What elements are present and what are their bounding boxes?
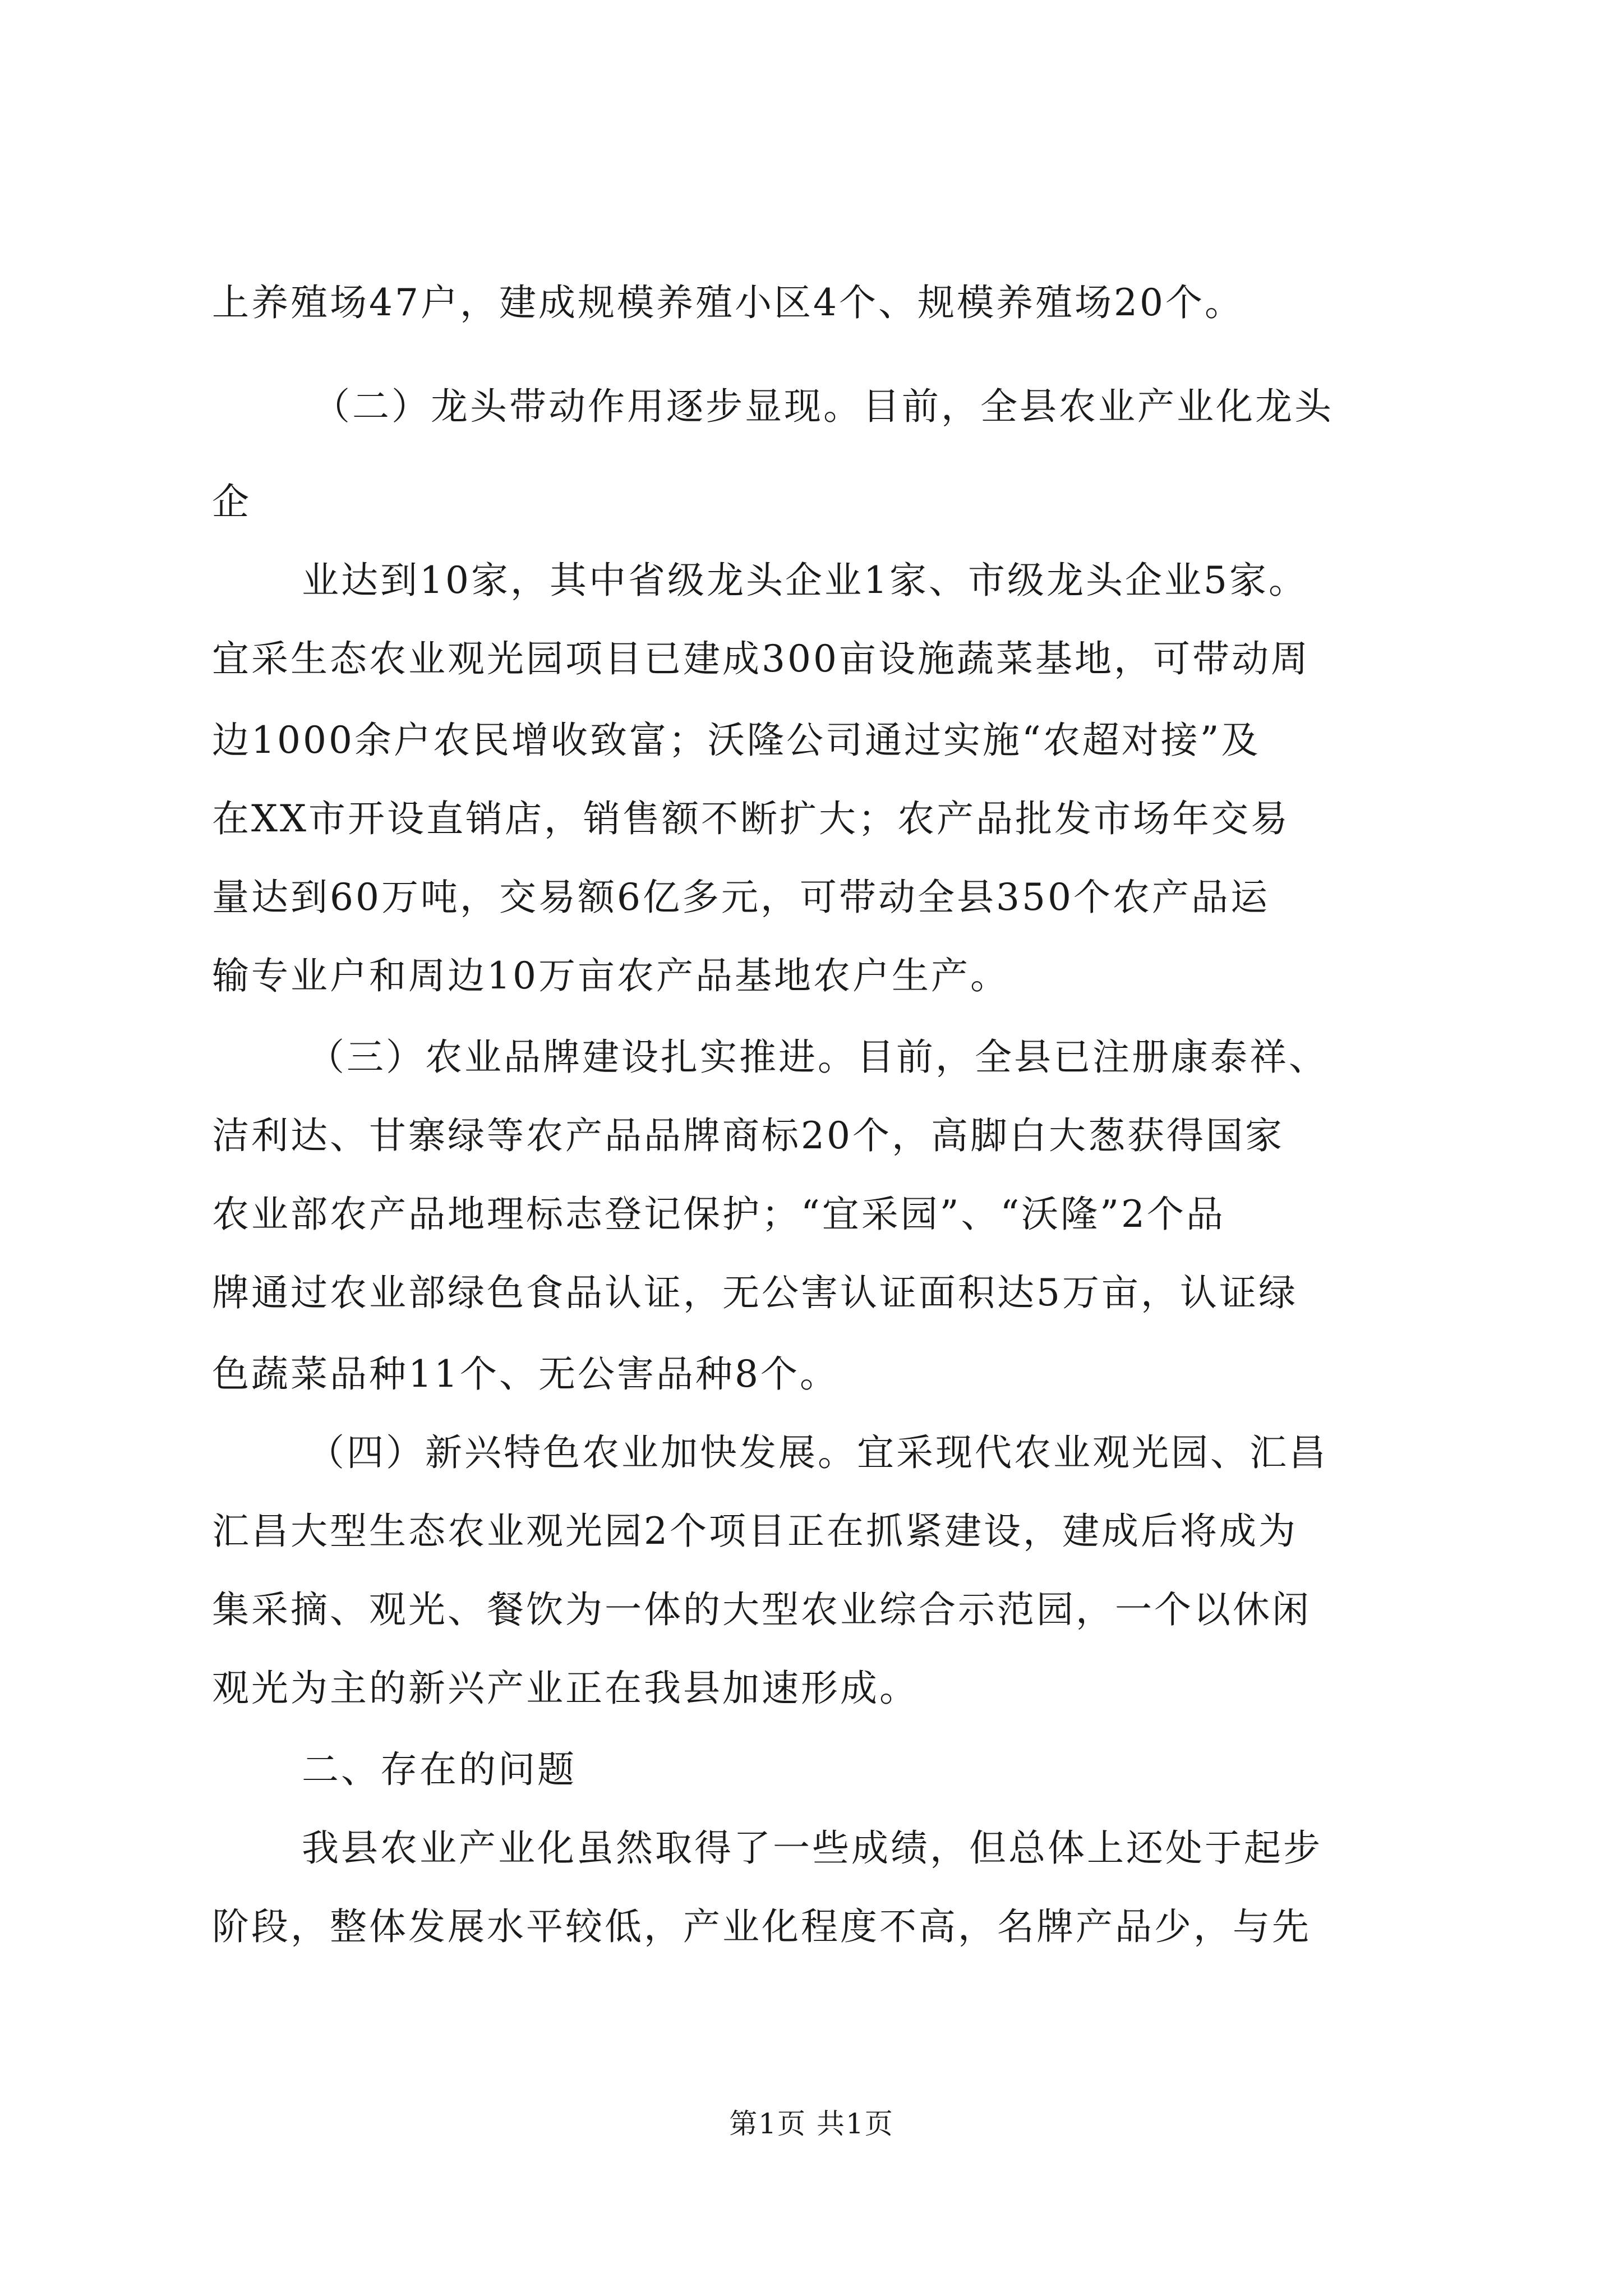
section-heading: 二、存在的问题: [302, 1748, 577, 1791]
text-line: 业达到10家，其中省级龙头企业1家、市级龙头企业5家。: [302, 559, 1308, 602]
text-line: （四）新兴特色农业加快发展。宜采现代农业观光园、汇昌: [307, 1431, 1328, 1474]
text-line: 在XX市开设直销店，销售额不断扩大；农产品批发市场年交易: [212, 797, 1290, 840]
text-line: 上养殖场47户，建成规模养殖小区4个、规模养殖场20个。: [212, 281, 1244, 324]
text-line: 农业部农产品地理标志登记保护；“宜采园”、“沃隆”2个品: [212, 1193, 1225, 1236]
text-line: （二）龙头带动作用逐步显现。目前，全县农业产业化龙头: [313, 385, 1334, 428]
text-line: （三）农业品牌建设扎实推进。目前，全县已注册康泰祥、: [307, 1036, 1328, 1079]
text-line: 宜采生态农业观光园项目已建成300亩设施蔬菜基地，可带动周: [212, 637, 1310, 680]
text-line: 量达到60万吨，交易额6亿多元，可带动全县350个农产品运: [212, 876, 1270, 919]
text-line: 色蔬菜品种11个、无公害品种8个。: [212, 1352, 839, 1396]
text-line: 我县农业产业化虽然取得了一些成绩，但总体上还处于起步: [302, 1826, 1322, 1870]
text-line: 企: [212, 480, 251, 523]
text-line: 阶段，整体发展水平较低，产业化程度不高，名牌产品少，与先: [212, 1905, 1311, 1948]
text-line: 边1000余户农民增收致富；沃隆公司通过实施“农超对接”及: [212, 719, 1261, 762]
text-line: 牌通过农业部绿色食品认证，无公害认证面积达5万亩，认证绿: [212, 1271, 1298, 1314]
text-line: 集采摘、观光、餐饮为一体的大型农业综合示范园，一个以休闲: [212, 1588, 1311, 1631]
text-line: 汇昌大型生态农业观光园2个项目正在抓紧建设，建成后将成为: [212, 1510, 1298, 1553]
text-line: 输专业户和周边10万亩农产品基地农户生产。: [212, 954, 1009, 997]
text-line: 观光为主的新兴产业正在我县加速形成。: [212, 1667, 919, 1710]
text-line: 洁利达、甘寨绿等农产品品牌商标20个，高脚白大葱获得国家: [212, 1114, 1284, 1157]
page-number-footer: 第1页 共1页: [729, 2108, 894, 2140]
